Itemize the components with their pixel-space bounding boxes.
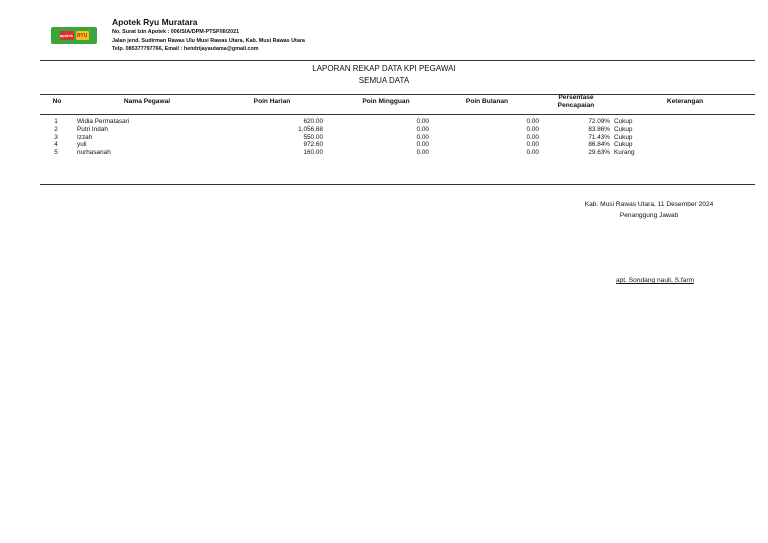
cell-name: Izzah — [77, 133, 93, 141]
cell-percent: 72.09% — [588, 118, 610, 125]
cell-weekly: 0.00 — [416, 133, 429, 141]
table-row — [0, 118, 768, 126]
cell-daily: 1,056.68 — [298, 125, 323, 133]
table-row — [0, 149, 768, 157]
column-header-daily: Poin Harian — [253, 98, 291, 105]
table-top-border — [40, 94, 755, 95]
signature-place-date: Kab. Musi Rawas Utara, 11 Desember 2024 — [584, 201, 714, 208]
cell-no: 1 — [54, 118, 58, 125]
column-header-note: Keterangan — [666, 98, 704, 105]
license-number: No. Surat Izin Apotek : 006/SIA/DPM-PTSP/III/2021 — [112, 29, 240, 35]
cell-name: nurhasanah — [77, 149, 111, 157]
column-header-weekly: Poin Mingguan — [362, 98, 410, 105]
column-header-percent — [543, 94, 609, 110]
cell-no: 2 — [54, 125, 58, 133]
cell-note: Cukup — [614, 133, 633, 141]
signature-name: apt. Sondang nauli, S.farm — [615, 277, 695, 284]
cell-daily: 620.00 — [303, 118, 323, 125]
cell-note: Cukup — [614, 141, 633, 149]
cell-daily: 550.00 — [303, 133, 323, 141]
cell-note: Kurang — [614, 149, 635, 157]
cell-weekly: 0.00 — [416, 118, 429, 125]
cell-monthly: 0.00 — [526, 133, 539, 141]
cell-percent: 29.63% — [588, 149, 610, 157]
table-row — [0, 141, 768, 149]
company-contact: Telp. 085377797766, Email : hendrijayautama@gmail.com — [112, 46, 259, 52]
column-header-name: Nama Pegawai — [123, 98, 171, 105]
cell-percent: 71.43% — [588, 133, 610, 141]
table-bottom-border — [40, 184, 755, 185]
cell-note: Cukup — [614, 125, 633, 133]
signature-role: Penanggung Jawab — [619, 212, 679, 219]
report-title: LAPORAN REKAP DATA KPI PEGAWAI — [312, 64, 456, 73]
table-header-border — [40, 114, 755, 115]
cell-monthly: 0.00 — [526, 118, 539, 125]
cell-monthly: 0.00 — [526, 141, 539, 149]
column-header-percent-line2: Pencapaian — [557, 102, 595, 109]
company-address: Jalan jend. Sudirman Rawas Ulu Musi Rawas Utara, Kab. Musi Rawas Utara — [112, 37, 305, 44]
letterhead — [112, 17, 305, 54]
column-header-percent-line1: Persentase — [558, 94, 594, 101]
cell-monthly: 0.00 — [526, 149, 539, 157]
letterhead-divider — [40, 60, 755, 61]
table-row — [0, 134, 768, 142]
cell-weekly: 0.00 — [416, 125, 429, 133]
cell-percent: 83.86% — [588, 125, 610, 133]
table-body — [0, 118, 768, 157]
cell-note: Cukup — [614, 118, 633, 125]
report-subtitle: SEMUA DATA — [358, 76, 410, 85]
cell-weekly: 0.00 — [416, 149, 429, 157]
cell-no: 3 — [54, 133, 58, 141]
pharmacy-logo — [51, 27, 97, 44]
cell-no: 5 — [54, 149, 58, 157]
cell-name: yuli — [77, 141, 87, 149]
cell-no: 4 — [54, 141, 58, 149]
logo-right-mark: RYU — [76, 32, 88, 39]
cell-weekly: 0.00 — [416, 141, 429, 149]
cell-daily: 972.60 — [303, 141, 323, 149]
company-name: Apotek Ryu Muratara — [112, 17, 198, 27]
cell-name: Widia Permatasari — [77, 118, 130, 125]
logo-left-mark: apotek — [60, 33, 73, 38]
cell-percent: 86.84% — [588, 141, 610, 149]
cell-daily: 160.00 — [303, 149, 323, 157]
column-header-no: No — [52, 98, 62, 105]
table-row — [0, 126, 768, 134]
cell-monthly: 0.00 — [526, 125, 539, 133]
column-header-monthly: Poin Bulanan — [465, 98, 509, 105]
cell-name: Putri Indah — [77, 125, 108, 133]
